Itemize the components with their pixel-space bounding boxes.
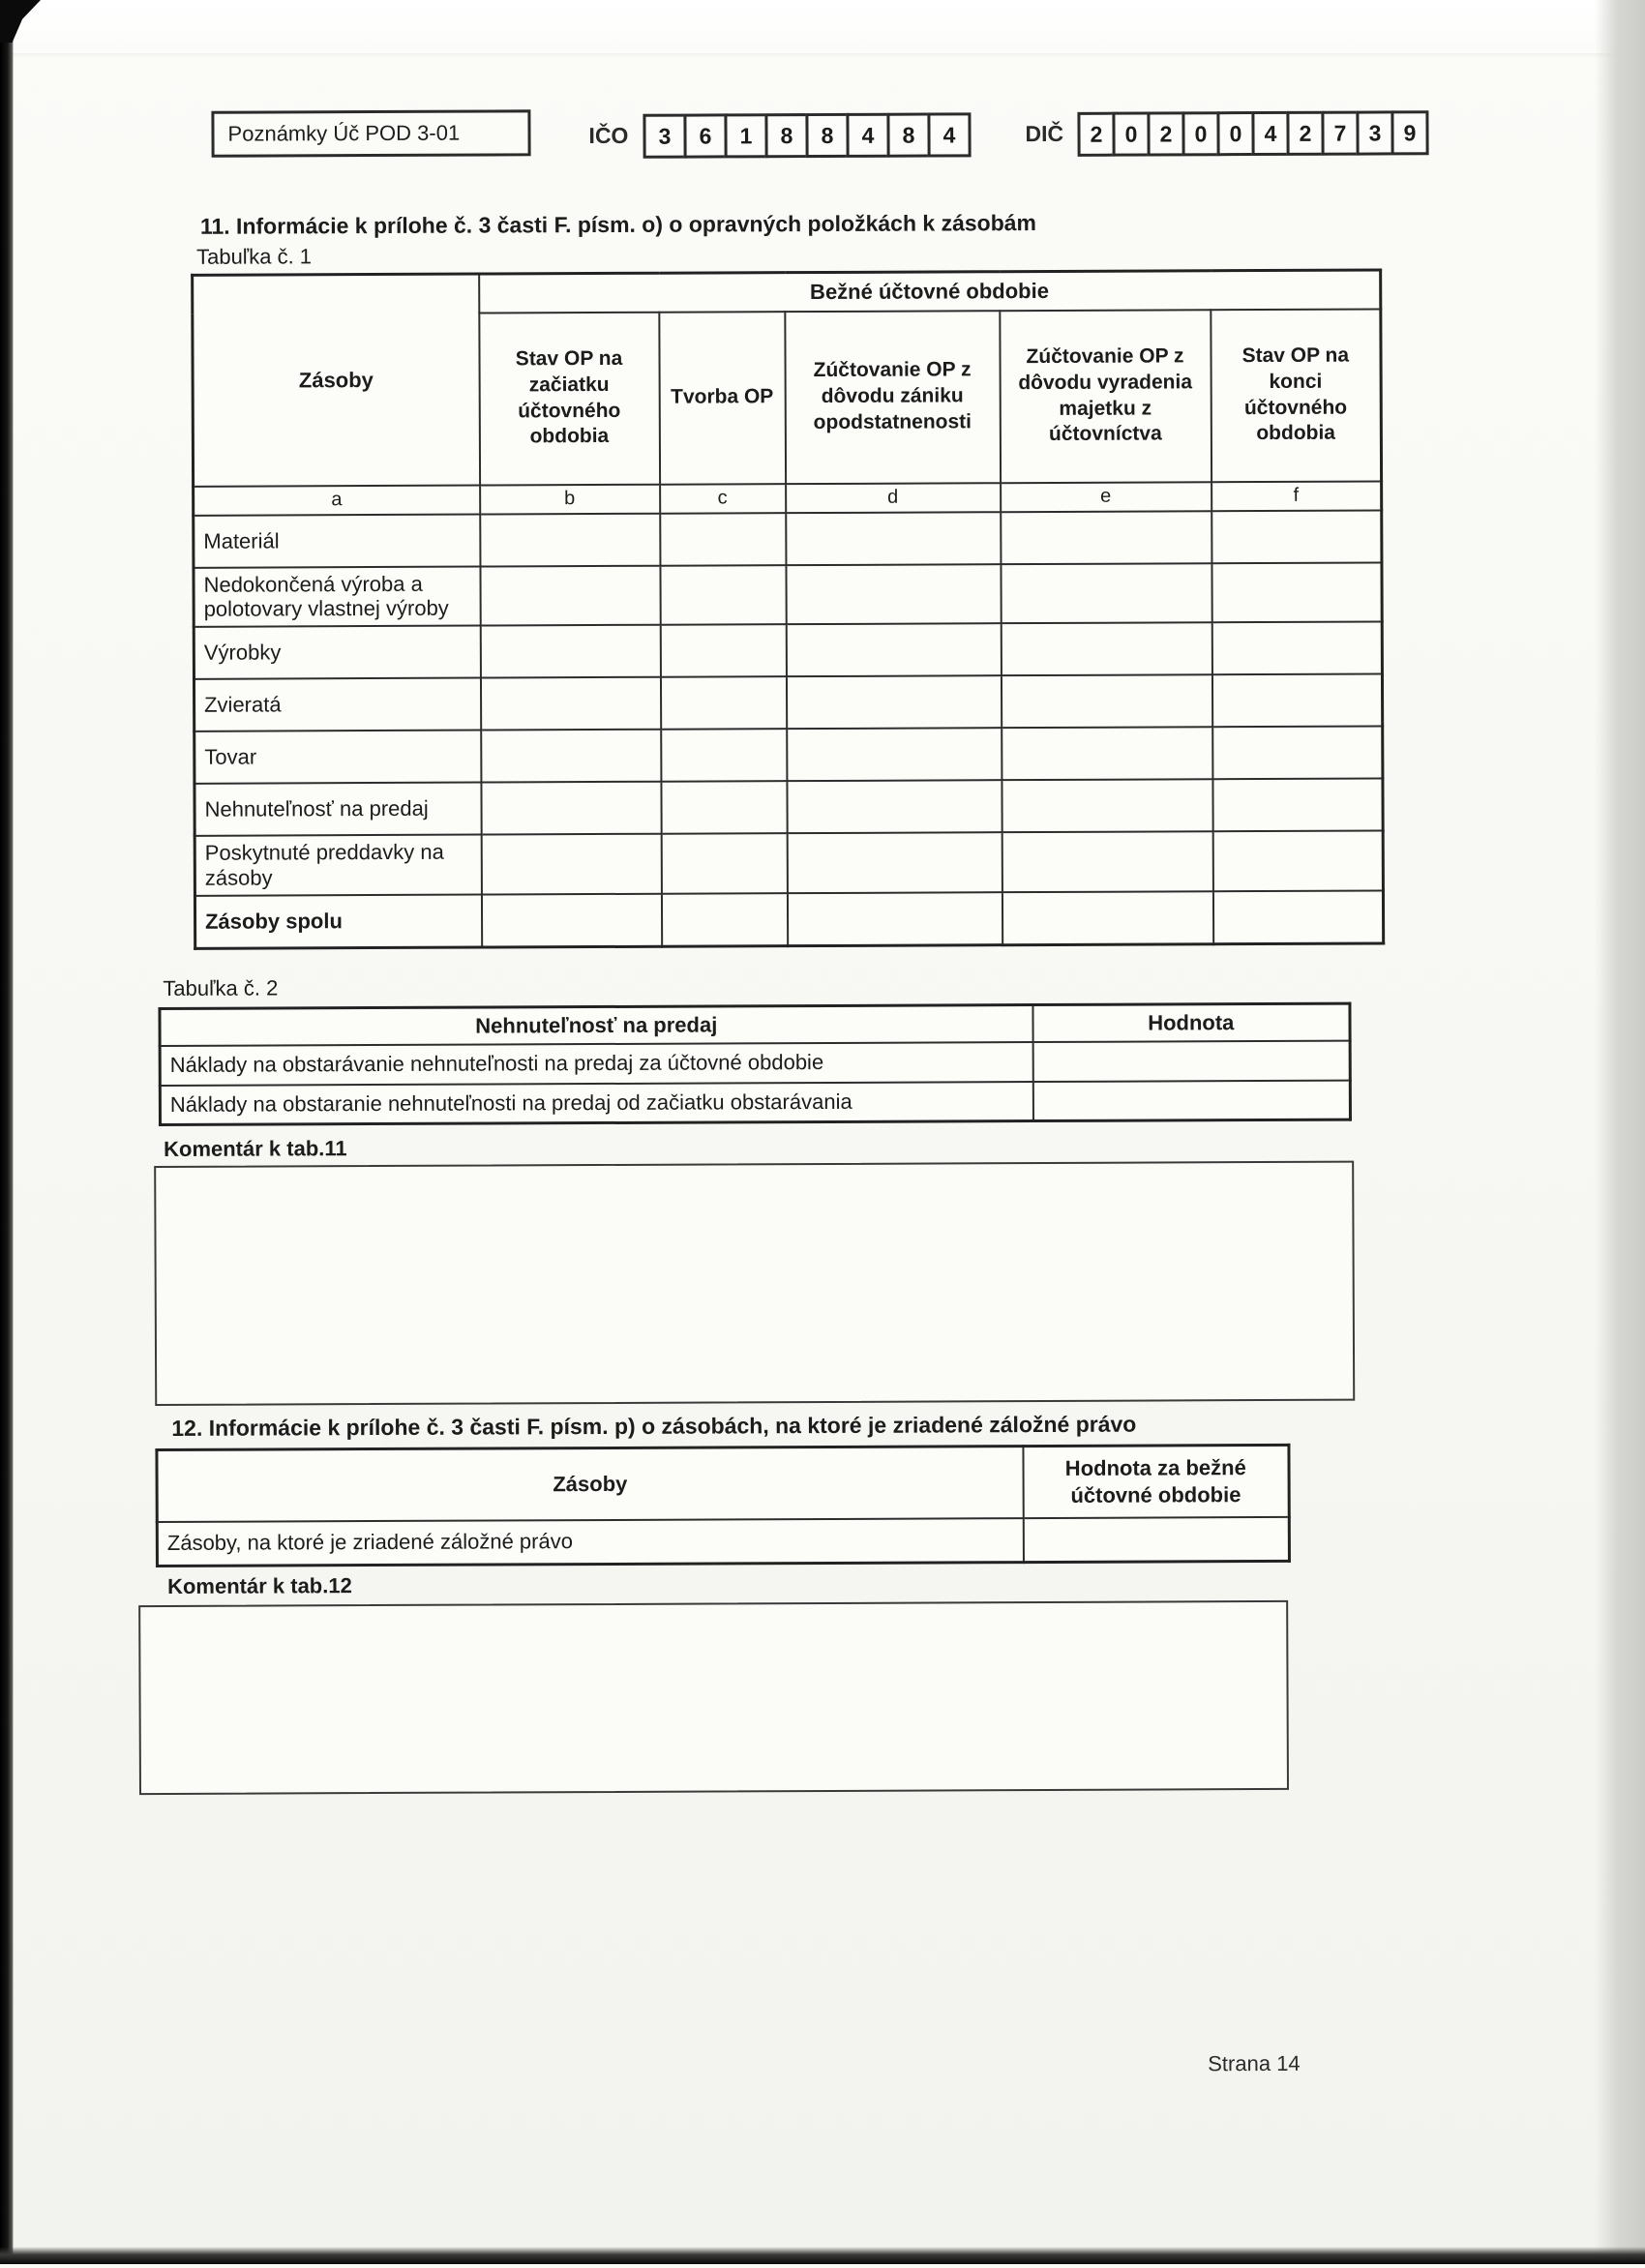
value-cell <box>1001 563 1211 624</box>
value-cell <box>1211 562 1382 623</box>
dic-digit-box: 2 <box>1286 111 1324 156</box>
table-2-nehnutelnost <box>158 1002 1352 1126</box>
form-code-box <box>211 109 530 157</box>
dic-digit-box: 7 <box>1321 111 1359 156</box>
period-header: Bežné účtovné obdobie <box>479 270 1381 313</box>
value-cell <box>1211 510 1382 563</box>
value-cell <box>1211 674 1382 728</box>
value-cell <box>1212 891 1383 944</box>
ico-digit-box: 8 <box>886 113 930 158</box>
table-1-period-row <box>193 270 1381 313</box>
value-cell <box>1002 832 1212 893</box>
row-label: Zásoby spolu <box>194 895 481 948</box>
value-cell <box>1002 728 1212 781</box>
value-cell <box>787 833 1002 894</box>
value-cell <box>660 513 786 566</box>
row-label: Výrobky <box>194 626 480 679</box>
value-cell <box>1002 892 1212 945</box>
value-cell <box>480 565 660 626</box>
dic-digit-box: 3 <box>1356 110 1393 155</box>
ico-digit-box: 8 <box>764 113 808 158</box>
value-cell <box>787 893 1002 946</box>
row-label: Náklady na obstarávanie nehnuteľnosti na predaj za účtovné obdobie <box>160 1042 1032 1086</box>
dic-digit-box: 2 <box>1147 111 1184 156</box>
comment-label-tab11: Komentár k tab.11 <box>164 1136 347 1161</box>
dic-digit-box: 4 <box>1251 111 1289 156</box>
table-2-header-row <box>160 1003 1350 1045</box>
dic-digit-box: 0 <box>1112 112 1150 157</box>
table-3-zalozne-pravo <box>155 1444 1291 1567</box>
table-3-header-row <box>157 1445 1289 1521</box>
letter-a: a <box>194 485 480 515</box>
value-cell <box>660 565 786 625</box>
letter-f: f <box>1211 481 1382 511</box>
value-cell <box>786 676 1001 730</box>
row-label: Nedokončená výroba a polotovary vlastnej výroby <box>194 566 480 627</box>
col-header-zasoby: Zásoby <box>193 274 480 486</box>
ico-digit-box: 3 <box>643 114 686 159</box>
table-row <box>194 779 1383 836</box>
letter-d: d <box>786 483 1001 513</box>
value-cell <box>786 564 1001 625</box>
ico-label: IČO <box>588 122 629 149</box>
comment-label-tab12: Komentár k tab.12 <box>167 1573 352 1598</box>
comment-box-tab11 <box>154 1161 1355 1406</box>
form-code: Poznámky Úč POD 3-01 <box>227 120 461 146</box>
row-label: Zásoby, na ktoré je zriadené záložné právo <box>157 1518 1023 1567</box>
table-row <box>160 1040 1350 1085</box>
value-cell <box>481 834 661 895</box>
table-row <box>194 622 1382 679</box>
ico-digit-box: 1 <box>724 113 767 158</box>
col-header-d: Zúčtovanie OP z dôvodu zániku opodstatnenosti <box>785 311 1001 484</box>
table-1-caption: Tabuľka č. 1 <box>196 244 313 269</box>
value-cell <box>481 782 661 835</box>
row-label: Materiál <box>194 514 480 567</box>
dic-digit-box: 0 <box>1181 111 1219 156</box>
table-row <box>157 1516 1289 1566</box>
table-row <box>194 562 1382 627</box>
row-label: Tovar <box>194 731 481 784</box>
value-cell <box>480 513 660 566</box>
dic-digit-box: 0 <box>1216 111 1254 156</box>
ico-digit-box: 8 <box>805 113 849 158</box>
row-label: Zvieratá <box>194 678 480 731</box>
ico-digit-box: 4 <box>927 112 971 157</box>
dic-digit-box: 9 <box>1391 110 1428 155</box>
value-cell <box>660 677 786 731</box>
value-cell <box>787 729 1002 782</box>
ico-digit-box: 4 <box>846 113 889 158</box>
value-cell <box>1023 1516 1289 1562</box>
col-header-e: Zúčtovanie OP z dôvodu vyradenia majetku z účtovníctva <box>1000 310 1211 483</box>
table-2-header-value: Hodnota <box>1032 1003 1350 1041</box>
page-number: Strana 14 <box>1208 2050 1301 2076</box>
value-cell <box>481 730 661 783</box>
section-12-title: 12. Informácie k prílohe č. 3 časti F. písm. p) o zásobách, na ktoré je zriadené záložné právo <box>171 1411 1137 1441</box>
value-cell <box>481 894 661 947</box>
value-cell <box>480 625 660 678</box>
value-cell <box>661 834 787 894</box>
letter-c: c <box>660 484 786 514</box>
table-2-header-product: Nehnuteľnosť na predaj <box>160 1005 1032 1046</box>
value-cell <box>1212 831 1383 892</box>
row-label: Náklady na obstaranie nehnuteľnosti na predaj od začiatku obstarávania <box>160 1082 1032 1125</box>
value-cell <box>1212 727 1383 780</box>
table-row <box>194 727 1383 784</box>
col-header-c: Tvorba OP <box>659 312 786 485</box>
value-cell <box>1001 675 1211 729</box>
col-header-b: Stav OP na začiatku účtovného obdobia <box>479 312 660 485</box>
row-label: Poskytnuté preddavky na zásoby <box>194 835 481 896</box>
value-cell <box>480 677 660 731</box>
table-3-header-zasoby: Zásoby <box>157 1447 1023 1522</box>
comment-box-tab12 <box>138 1600 1289 1795</box>
ico-digit-boxes <box>643 112 971 158</box>
value-cell <box>786 624 1001 677</box>
table-1-opravne-polozky <box>191 268 1385 949</box>
value-cell <box>1002 780 1212 833</box>
value-cell <box>1001 623 1211 676</box>
dic-digit-box: 2 <box>1077 112 1115 157</box>
value-cell <box>1212 779 1383 832</box>
ico-digit-box: 6 <box>683 113 727 158</box>
letter-b: b <box>480 484 660 514</box>
table-3-header-value: Hodnota za bežné účtovné obdobie <box>1023 1445 1289 1517</box>
table-row <box>194 674 1382 731</box>
row-label: Nehnuteľnosť na predaj <box>194 783 481 836</box>
value-cell <box>1001 511 1211 564</box>
value-cell <box>1032 1040 1350 1081</box>
table-row <box>160 1080 1350 1124</box>
col-header-f: Stav OP na konci účtovného obdobia <box>1211 309 1382 482</box>
letter-e: e <box>1001 482 1211 512</box>
value-cell <box>661 893 787 946</box>
value-cell <box>661 730 787 783</box>
value-cell <box>660 625 786 678</box>
value-cell <box>786 512 1001 565</box>
dic-label: DIČ <box>1025 120 1064 147</box>
section-11-title: 11. Informácie k prílohe č. 3 časti F. písm. o) o opravných položkách k zásobám <box>199 210 1037 239</box>
value-cell <box>1032 1080 1350 1120</box>
value-cell <box>1211 622 1382 675</box>
value-cell <box>661 782 787 835</box>
table-row-total <box>194 891 1383 948</box>
table-row <box>194 831 1383 896</box>
value-cell <box>787 781 1002 834</box>
table-row <box>194 510 1382 567</box>
table-2-caption: Tabuľka č. 2 <box>163 975 279 1000</box>
dic-digit-boxes <box>1077 110 1428 157</box>
